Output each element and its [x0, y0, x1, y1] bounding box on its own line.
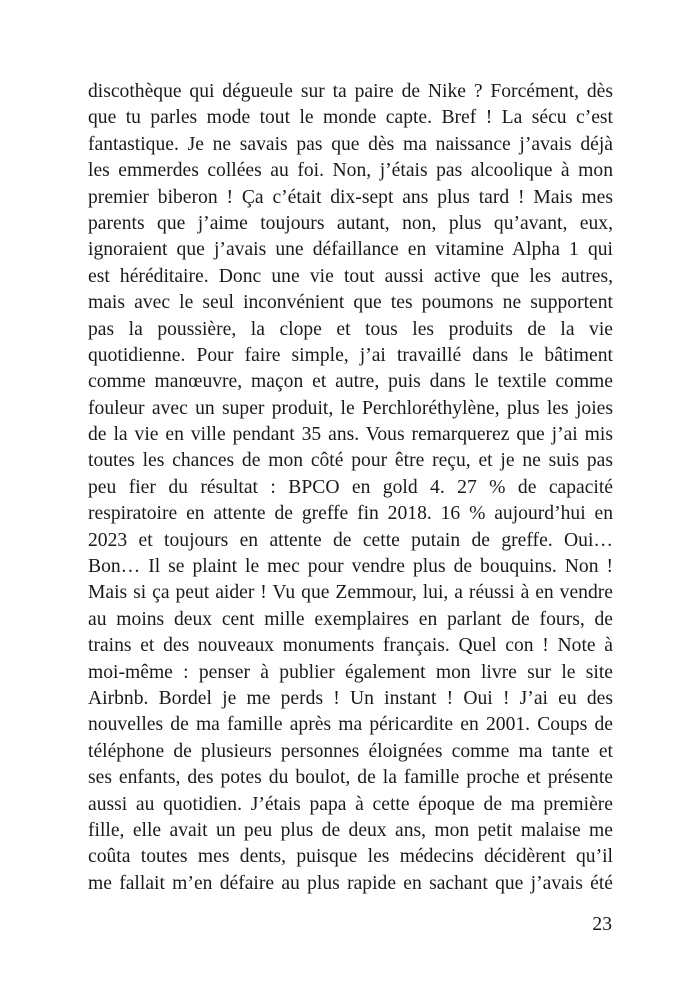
text-line: téléphone de plusieurs personnes éloignées comme ma tante et — [88, 740, 613, 762]
text-line: aussi au quotidien. J’étais papa à cette époque de ma première — [88, 793, 613, 815]
text-line: mais avec le seul inconvénient que tes poumons ne supportent — [88, 292, 613, 314]
text-line: pas la poussière, la clope et tous les produits de la vie — [88, 318, 613, 340]
text-line: fille, elle avait un peu plus de deux ans, mon petit malaise me — [88, 819, 613, 841]
text-line: trains et des nouveaux monuments français. Quel con ! Note à — [88, 635, 613, 657]
text-line: ses enfants, des potes du boulot, de la famille proche et présente — [88, 767, 613, 789]
text-line: toutes les chances de mon côté pour être reçu, et je ne suis pas — [88, 450, 613, 472]
text-line: fantastique. Je ne savais pas que dès ma naissance j’avais déjà — [88, 133, 613, 155]
text-line: au moins deux cent mille exemplaires en parlant de fours, de — [88, 608, 613, 630]
text-line: peu fier du résultat : BPCO en gold 4. 27 % de capacité — [88, 476, 613, 498]
text-line: respiratoire en attente de greffe fin 2018. 16 % aujourd’hui en — [88, 503, 613, 525]
text-line: fouleur avec un super produit, le Perchloréthylène, plus les joies — [88, 397, 613, 419]
text-line: Bon… Il se plaint le mec pour vendre plus de bouquins. Non ! — [88, 556, 613, 578]
text-line: Airbnb. Bordel je me perds ! Un instant ! Oui ! J’ai eu des — [88, 687, 613, 709]
text-line: 2023 et toujours en attente de cette putain de greffe. Oui… — [88, 529, 613, 551]
text-line: comme manœuvre, maçon et autre, puis dans le textile comme — [88, 371, 613, 393]
body-text — [88, 79, 613, 897]
text-line: premier biberon ! Ça c’était dix-sept ans plus tard ! Mais mes — [88, 186, 613, 208]
text-line: discothèque qui dégueule sur ta paire de Nike ? Forcément, dès — [88, 81, 613, 102]
text-line: quotidienne. Pour faire simple, j’ai travaillé dans le bâtiment — [88, 344, 613, 366]
text-line: me fallait m’en défaire au plus rapide en sachant que j’avais été — [88, 872, 613, 894]
text-line: est héréditaire. Donc une vie tout aussi active que les autres, — [88, 265, 613, 287]
text-line: nouvelles de ma famille après ma péricardite en 2001. Coups de — [88, 714, 613, 736]
page-number: 23 — [592, 914, 612, 935]
text-line: ignoraient que j’avais une défaillance en vitamine Alpha 1 qui — [88, 239, 613, 261]
text-line: les emmerdes collées au foi. Non, j’étais pas alcoolique à mon — [88, 160, 613, 182]
text-line: que tu parles mode tout le monde capte. Bref ! La sécu c’est — [88, 107, 613, 129]
text-line: parents que j’aime toujours autant, non, plus qu’avant, eux, — [88, 212, 613, 234]
text-line: coûta toutes mes dents, puisque les médecins décidèrent qu’il — [88, 846, 613, 868]
text-line: moi-même : penser à publier également mon livre sur le site — [88, 661, 613, 683]
text-line: Mais si ça peut aider ! Vu que Zemmour, lui, a réussi à en vendre — [88, 582, 613, 604]
text-line: de la vie en ville pendant 35 ans. Vous remarquerez que j’ai mis — [88, 424, 613, 446]
